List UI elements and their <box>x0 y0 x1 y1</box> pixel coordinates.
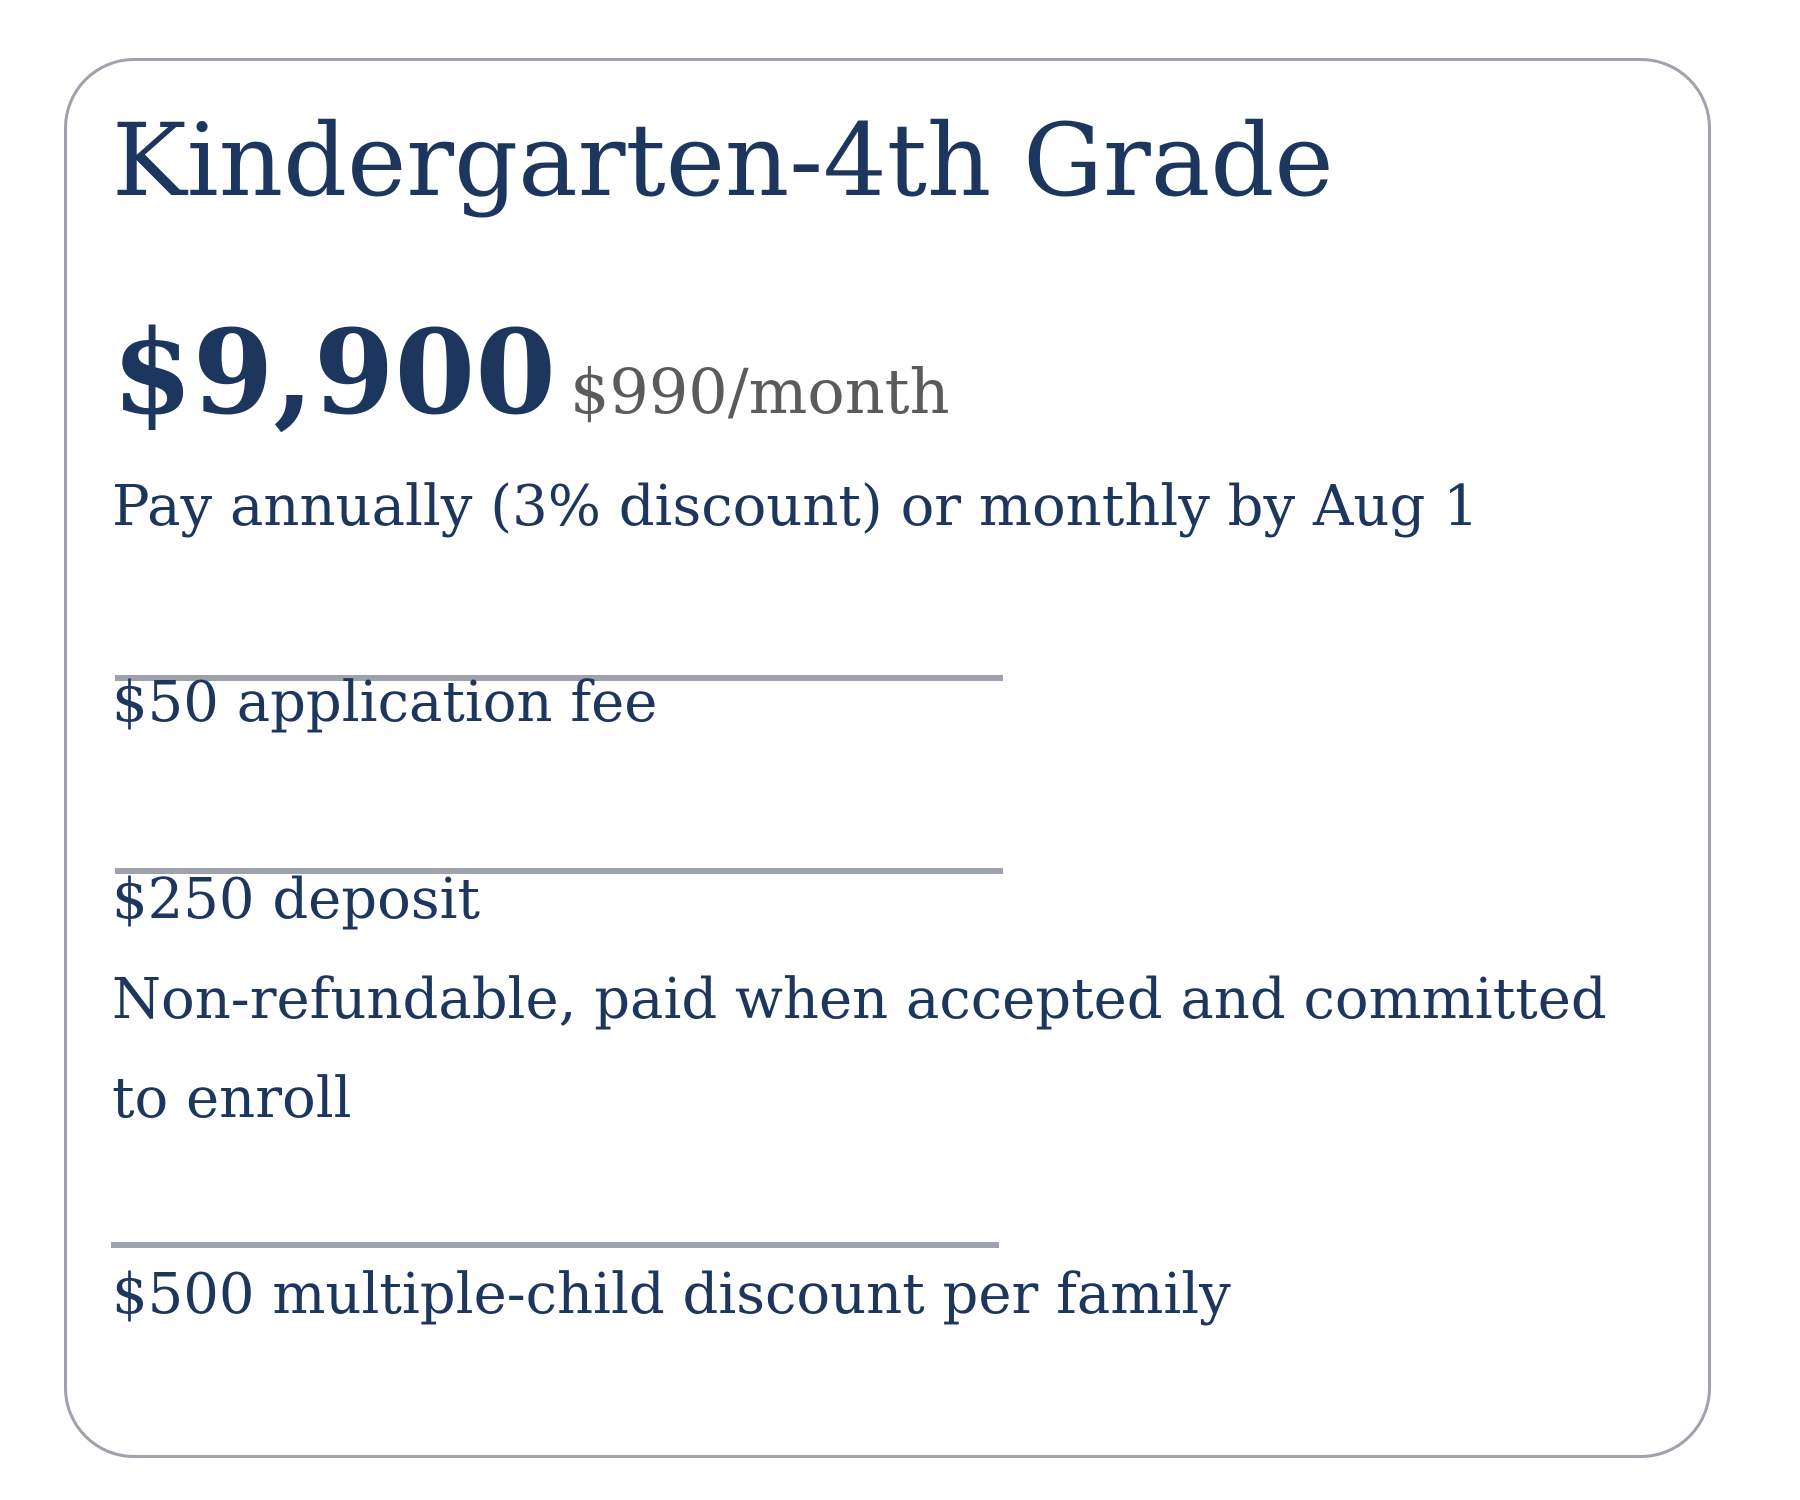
deposit: $250 deposit <box>112 867 481 932</box>
monthly-price: $990/month <box>569 355 950 428</box>
multi-child-discount: $500 multiple-child discount per family <box>112 1262 1231 1327</box>
payment-note: Pay annually (3% discount) or monthly by Aug 1 <box>112 474 1479 539</box>
price-row <box>112 303 950 462</box>
annual-price: $9,900 <box>112 305 556 441</box>
card-title: Kindergarten-4th Grade <box>112 102 1334 219</box>
tuition-card <box>64 58 1711 1458</box>
application-fee: $50 application fee <box>112 670 658 735</box>
deposit-note-line-2: to enroll <box>112 1066 352 1131</box>
deposit-note-line-1: Non-refundable, paid when accepted and committed <box>112 967 1607 1032</box>
